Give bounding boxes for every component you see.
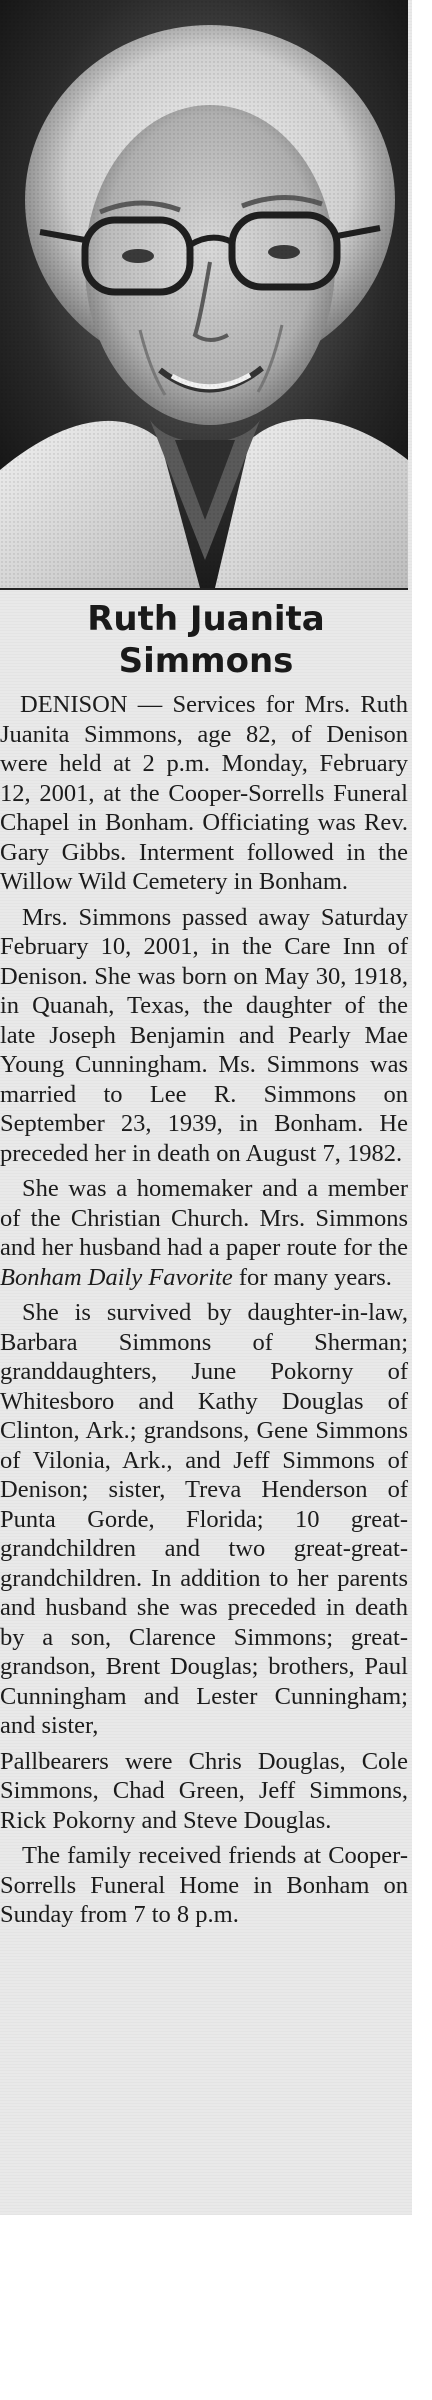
newspaper-title: Bonham Daily Favorite xyxy=(0,1263,233,1291)
portrait-image xyxy=(0,0,408,588)
paragraph-life xyxy=(0,1174,408,1292)
paragraph-visitation: The family received friends at Cooper-Sorrells Funeral Home in Bonham on Sunday from 7 to 8 p.m. xyxy=(0,1842,408,1928)
paragraph-survivors: She is survived by daughter-in-law, Barbara Simmons of Sherman; granddaughters, June Pokorny of Whitesboro and Kathy Douglas of Clinton, Ark.; grandsons, Gene Simmons of Vilonia, Ark., and Jeff Simmons of Denison; sister, Treva Henderson of Punta Gorde, Florida; 10 great-grandchildren and two great-great-grandchildren. In addition to her parents and husband she was preceded in death by a son, Clarence Simmons; great-grandson, Brent Douglas; brothers, Paul Cunningham and Lester Cunningham; and sister, xyxy=(0,1299,408,1739)
paragraph-life-text: She was a homemaker and a member of the Christian Church. Mrs. Simmons and her husband had a paper route for the xyxy=(0,1175,408,1261)
headline-line-1: Ruth Juanita xyxy=(87,599,325,639)
obituary-headline xyxy=(0,598,412,682)
paragraph-life-text-end: for many years. xyxy=(232,1263,392,1291)
paragraph-biography: Mrs. Simmons passed away Saturday February 10, 2001, in the Care Inn of Denison. She was born on May 30, 1918, in Quanah, Texas, the daughter of the late Joseph Benjamin and Pearly Mae Young Cunningham. Ms. Simmons was married to Lee R. Simmons on September 23, 1939, in Bonham. He preceded her in death on August 7, 1982. xyxy=(0,903,408,1167)
headline-line-2: Simmons xyxy=(118,641,294,681)
paragraph-services: DENISON — Services for Mrs. Ruth Juanita Simmons, age 82, of Denison were held at 2 p.m. Monday, February 12, 2001, at the Cooper-Sorrells Funeral Chapel in Bonham. Officiating was Rev. Gary Gibbs. Interment followed in the Willow Wild Cemetery in Bonham. xyxy=(0,691,408,895)
paragraph-pallbearers: Pallbearers were Chris Douglas, Cole Simmons, Chad Green, Jeff Simmons, Rick Pokorny and Steve Douglas. xyxy=(0,1747,408,1834)
portrait-photo xyxy=(0,0,408,590)
obituary-body-clip xyxy=(0,690,412,2211)
obituary-body xyxy=(0,690,408,1930)
